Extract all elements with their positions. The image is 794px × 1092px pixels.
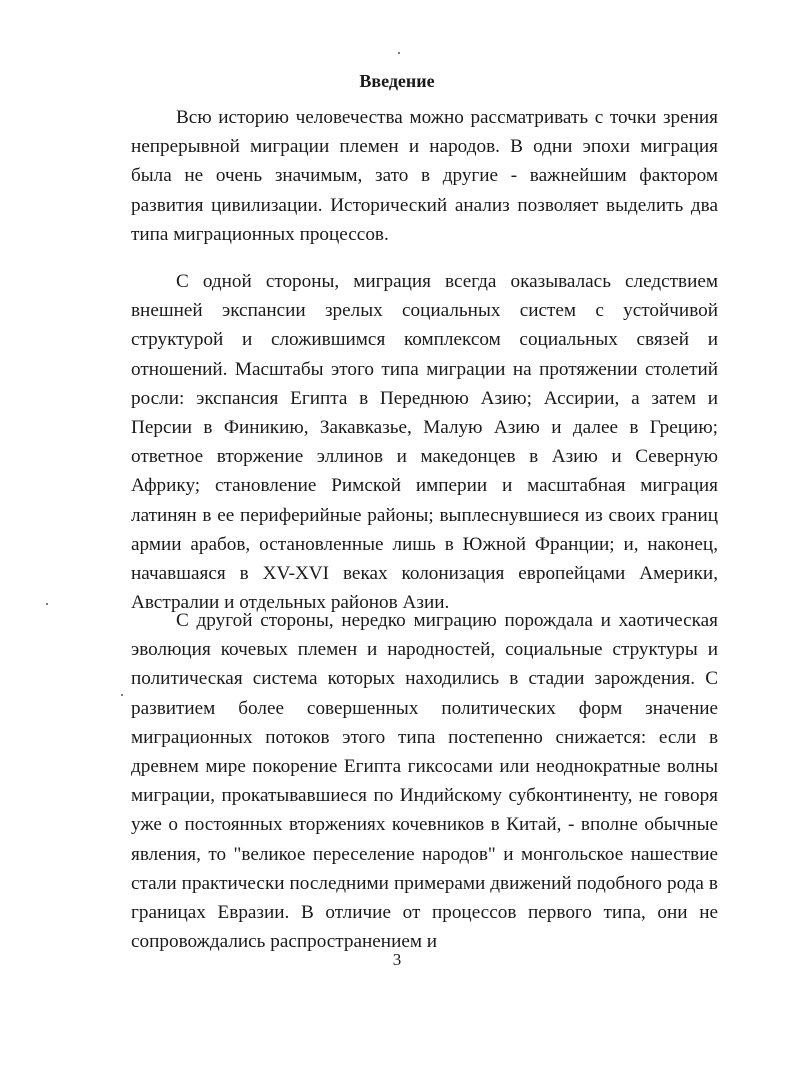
page-number: 3 (392, 950, 402, 969)
paragraph-3: С другой стороны, нередко миграцию порождала и хаотическая эволюция кочевых племен и народностей, социальные структуры и политическая система которых находились в стадии зарождения. С развитием более совершенных политических форм значение миграционных потоков этого типа постепенно снижается: если в древнем мире покорение Египта гиксосами или неоднократные волны миграции, прокатывавшиеся по Индийскому субконтиненту, не говоря уже о постоянных вторжениях кочевников в Китай, - вполне обычные явления, то "великое переселение народов" и монгольское нашествие стали практически последними примерами движений подобного рода в границах Евразии. В отличие от процессов первого типа, они не сопровождались распространением и (131, 610, 718, 953)
paragraph-2: С одной стороны, миграция всегда оказывалась следствием внешней экспансии зрелых социальных систем с устойчивой структурой и сложившимся комплексом социальных связей и отношений. Масштабы этого типа миграции на протяжении столетий росли: экспансия Египта в Переднюю Азию; Ассирии, а затем и Персии в Финикию, Закавказье, Малую Азию и далее в Грецию; ответное вторжение эллинов и македонцев в Азию и Северную Африку; становление Римской империи и масштабная миграция латинян в ее периферийные районы; выплеснувшиеся из своих границ армии арабов, остановленные лишь в Южной Франции; и, наконец, начавшаяся в XV-XVI веках колонизация европейцами Америки, Австралии и отдельных районов Азии. (131, 271, 718, 614)
scan-speck (398, 52, 400, 54)
paragraph-1: Всю историю человечества можно рассматривать с точки зрения непрерывной миграции племен и народов. В одни эпохи миграция была не очень значимым, зато в другие - важнейшим фактором развития цивилизации. Исторический анализ позволяет выделить два типа миграционных процессов. (131, 107, 718, 245)
section-heading: Введение (359, 71, 435, 91)
scan-speck (46, 603, 48, 605)
scan-speck (121, 694, 123, 696)
